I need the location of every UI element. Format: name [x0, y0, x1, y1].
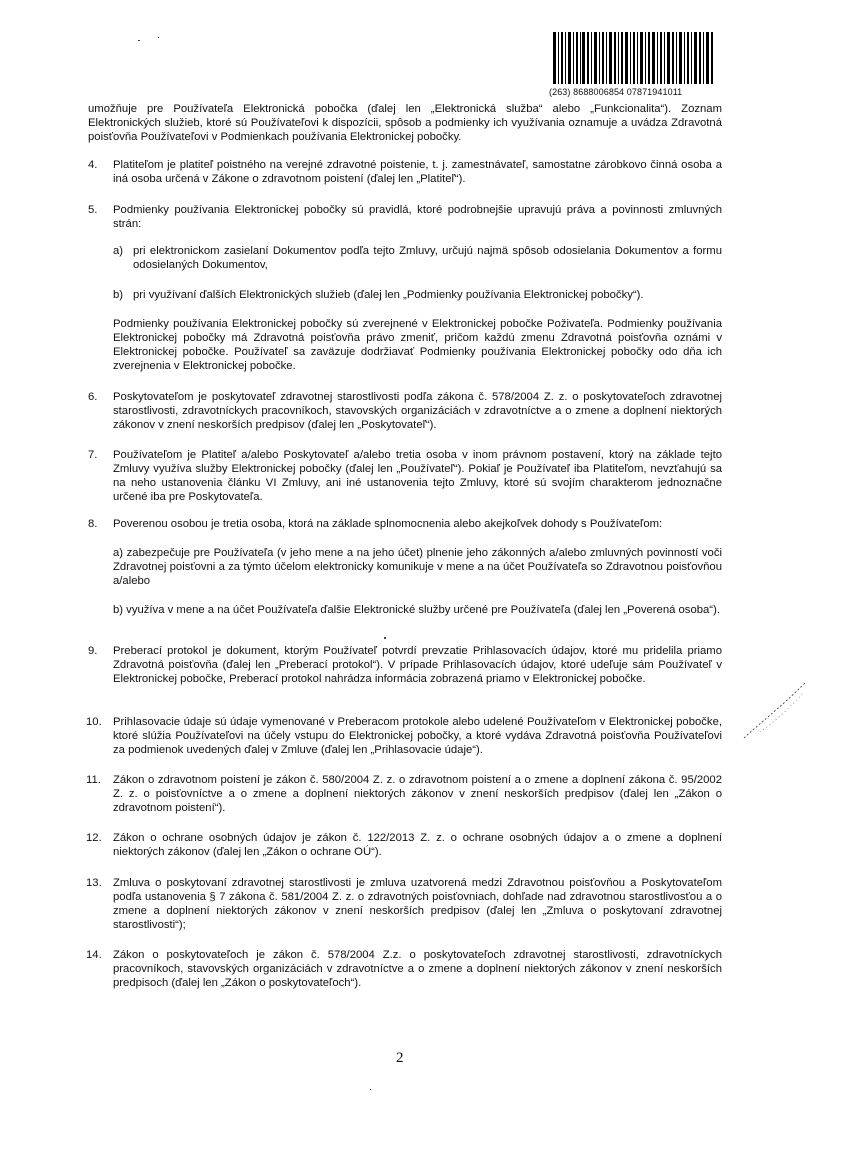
item-5a-text: pri elektronickom zasielaní Dokumentov podľa tejto Zmluvy, určujú najmä spôsob odosielania Dokumentov a formu odosielaných Dokumentov, [133, 245, 722, 271]
item-14-text: Zákon o poskytovateľoch je zákon č. 578/2004 Z.z. o poskytovateľoch zdravotnej starostlivosti, zdravotníckych pracovníkoch, stavovských organizáciách v zdravotníctve a o zmene a doplnení niektorých zákonov v znení neskorších predpisoch (ďalej len „Zákon o poskytovateľoch“). [113, 949, 722, 989]
intro-paragraph: umožňuje pre Používateľa Elektronická pobočka (ďalej len „Elektronická služba“ alebo „Funkcionalita“). Zoznam Elektronických služieb, ktoré sú Používateľovi k dispozícii, spôsob a podmienky ich využívania oznamuje a uvádza Zdravotná poisťovňa Používateľovi v Podmienkach používania Elektronickej pobočky. [88, 103, 722, 143]
item-number: 11. [86, 774, 101, 786]
item-number: 14. [86, 949, 102, 961]
pen-mark-icon [740, 668, 812, 748]
item-11-text: Zákon o zdravotnom poistení je zákon č. 580/2004 Z. z. o zdravotnom poistení a o zmene a doplnení zákona č. 95/2002 Z. z. o poisťovníctve a o zmene a doplnení niektorých zákonov v znení neskorších predpisov (ďalej len „Zákon o zdravotnom poistení“). [113, 774, 722, 814]
item-4-text: Platiteľom je platiteľ poistného na verejné zdravotné poistenie, t. j. zamestnávateľ, samostatne zárobkovo činná osoba a iná osoba určená v Zákone o zdravotnom poistení (ďalej len „Platiteľ“). [113, 159, 722, 185]
scan-speck [158, 37, 159, 38]
item-number: 8. [88, 518, 98, 530]
item-5-text: Podmienky používania Elektronickej pobočky sú pravidlá, ktoré podrobnejšie upravujú práva a povinnosti zmluvných strán: [113, 204, 722, 230]
item-13-text: Zmluva o poskytovaní zdravotnej starostlivosti je zmluva uzatvorená medzi Zdravotnou poisťovňou a Poskytovateľom podľa ustanovenia § 7 zákona č. 581/2004 Z. z. o zdravotných poisťovniach, dohľade nad zdravotnou starostlivosťou a o zmene a doplnení niektorých zákonov v znení neskorších predpisov (ďalej len „Zmluva o poskytovaní zdravotnej starostlivosti“); [113, 877, 722, 931]
item-number: 6. [88, 391, 98, 403]
scan-speck [370, 1089, 371, 1090]
item-number: 4. [88, 159, 98, 171]
subitem-letter: b) [113, 289, 124, 301]
subitem-letter: a) [113, 245, 124, 257]
item-5-paragraph: Podmienky používania Elektronickej pobočky sú zverejnené v Elektronickej pobočke Poživateľa. Podmienky používania Elektronickej pobočky má Zdravotná poisťovňa právo zmeniť, pričom každú zmenu Zdravotná poisťovňa oznámi v Elektronickej pobočke. Používateľ sa zaväzuje dodržiavať Podmienky používania Elektronickej pobočky odo dňa ich zverejnenia v Elektronickej pobočke. [113, 318, 722, 372]
item-8-text: Poverenou osobou je tretia osoba, ktorá na základe splnomocnenia alebo akejkoľvek dohody s Používateľom: [113, 518, 663, 530]
scan-speck [138, 40, 140, 41]
item-number: 12. [86, 832, 102, 844]
item-7-text: Používateľom je Platiteľ a/alebo Poskytovateľ a/alebo tretia osoba v inom právnom postavení, ktorý na základe tejto Zmluvy využíva služby Elektronickej pobočky (ďalej len „Používateľ“). Pokiaľ je Používateľ iba Platiteľom, nevzťahujú sa na neho ustanovenia článku VI Zmluvy, ani iné ustanovenia tejto Zmluvy, ktoré sú svojím charakterom jednoznačne určené iba pre Poskytovateľa. [113, 449, 722, 503]
item-8a-text: a) zabezpečuje pre Používateľa (v jeho mene a na jeho účet) plnenie jeho zákonných a/alebo zmluvných povinností voči Zdravotnej poisťovni a za týmto účelom elektronicky komunikuje v mene a na účet Používateľa so Zdravotnou poisťovňou a/alebo [113, 547, 722, 587]
barcode-number: (263) 8688006854 07871941011 [549, 87, 683, 97]
item-6-text: Poskytovateľom je poskytovateľ zdravotnej starostlivosti podľa zákona č. 578/2004 Z. z. o poskytovateľoch zdravotnej starostlivosti, zdravotníckych pracovníkoch, stavovských organizáciách v zdravotníctve a o zmene a doplnení niektorých zákonov v znení neskorších predpisov (ďalej len „Poskytovateľ“). [113, 391, 722, 431]
item-9-text: Preberací protokol je dokument, ktorým Používateľ potvrdí prevzatie Prihlasovacích údajov, ktoré mu pridelila priamo Zdravotná poisťovňa (ďalej len „Preberací protokol“). V prípade Prihlasovacích údajov, ktoré udeľuje sám Používateľ v Elektronickej pobočke, Preberací protokol nahrádza informácia zobrazená priamo v Elektronickej pobočke. [113, 645, 722, 685]
barcode-image [551, 32, 715, 84]
scan-speck [384, 637, 386, 639]
item-number: 5. [88, 204, 98, 216]
item-5b-text: pri využívaní ďalších Elektronických služieb (ďalej len „Podmienky používania Elektronickej pobočky“). [133, 289, 644, 301]
item-number: 9. [88, 645, 98, 657]
item-number: 10. [86, 716, 102, 728]
item-12-text: Zákon o ochrane osobných údajov je zákon č. 122/2013 Z. z. o ochrane osobných údajov a o zmene a doplnení niektorých zákonov (ďalej len „Zákon o ochrane OÚ“). [113, 832, 722, 858]
item-number: 7. [88, 449, 98, 461]
item-number: 13. [86, 877, 102, 889]
item-10-text: Prihlasovacie údaje sú údaje vymenované v Preberacom protokole alebo udelené Používateľom v Elektronickej pobočke, ktoré slúžia Používateľovi na účely vstupu do Elektronickej pobočky, a ktoré vydáva Zdravotná poisťovňa Používateľovi za podmienok uvedených ďalej v Zmluve (ďalej len „Prihlasovacie údaje“). [113, 716, 722, 756]
item-8b-text: b) využíva v mene a na účet Používateľa ďalšie Elektronické služby určené pre Používateľa (ďalej len „Poverená osoba“). [113, 604, 720, 616]
page-number: 2 [396, 1050, 404, 1066]
